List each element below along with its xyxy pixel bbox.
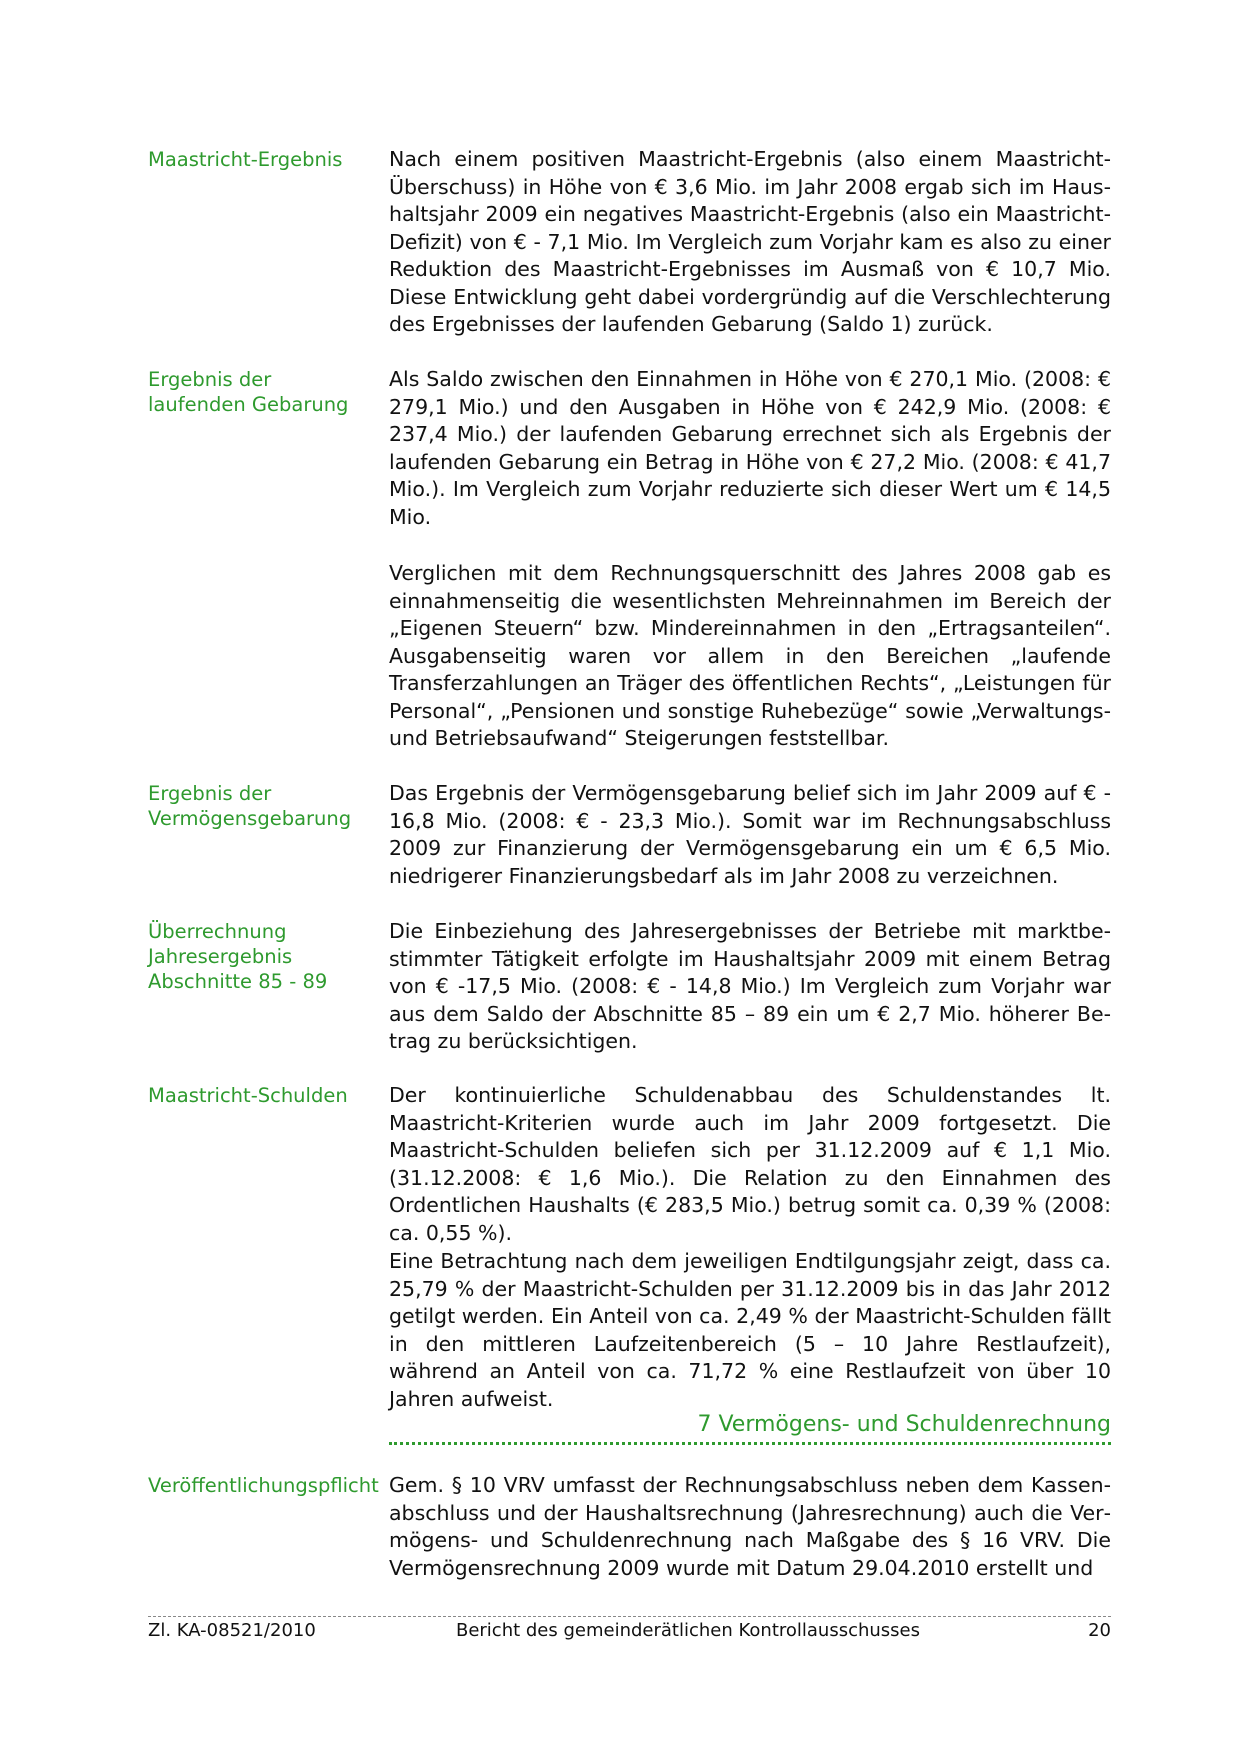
footer-title: Bericht des gemeinderätlichen Kontrollausschusses — [455, 1620, 921, 1641]
section-heading: 7 Vermögens- und Schuldenrechnung — [389, 1410, 1111, 1445]
page-number: 20 — [1088, 1620, 1111, 1641]
footer-divider — [148, 1616, 1111, 1617]
paragraph-endtilgungsjahr: Eine Betrachtung nach dem jeweiligen Endtilgungsjahr zeigt, dass ca. 25,79 % der Maastricht-Schulden per 31.12.2009 bis in das Jahr 2012 getilgt werden. Ein Anteil von ca. 2,49 % der Maastricht-Schulden fällt in den mittleren Laufzeitenbereich (5 – 10 Jahre Restlaufzeit), während an Anteil von ca. 71,72 % eine Restlaufzeit von über 10 Jahren aufweist. — [389, 1249, 1111, 1411]
sidenote-maastricht-schulden: Maastricht-Schulden — [148, 1084, 348, 1107]
paragraph-maastricht-schulden: Der kontinuierliche Schuldenabbau des Schuldenstandes lt. Maastricht-Kriterien wurde auch im Jahr 2009 fortgesetzt. Die Maastricht-Schulden beliefen sich per 31.12.2009 auf € 1,1 Mio. (31.12.2008: € 1,6 Mio.). Die Relation zu den Einnahmen des Ordentlichen Haushalts (€ 283,5 Mio.) betrug somit ca. 0,39 % (2008: ca. 0,55 %). — [389, 1083, 1111, 1245]
sidenote-vermoegensgebarung: Ergebnis der Vermögensgebarung — [148, 782, 352, 830]
sidenote-ueberrechnung: Überrechnung Jahresergebnis Abschnitte 85 - 89 — [148, 920, 328, 993]
sidenote-laufende-gebarung: Ergebnis der laufenden Gebarung — [148, 368, 349, 416]
paragraph-laufende-gebarung: Als Saldo zwischen den Einnahmen in Höhe von € 270,1 Mio. (2008: € 279,1 Mio.) und den Ausgaben in Höhe von € 242,9 Mio. (2008: € 237,4 Mio.) der laufenden Gebarung errechnet sich als Ergebnis der laufenden Gebarung ein Betrag in Höhe von € 27,2 Mio. (2008: € 41,7 Mio.). Im Vergleich zum Vorjahr reduzierte sich dieser Wert um € 14,5 Mio. — [389, 367, 1111, 529]
sidenote-maastricht-ergebnis: Maastricht-Ergebnis — [148, 148, 343, 171]
footer-reference: Zl. KA-08521/2010 — [148, 1620, 316, 1641]
paragraph-ueberrechnung: Die Einbeziehung des Jahresergebnisses der Betriebe mit marktbestimmter Tätigkeit erfolgte im Haushaltsjahr 2009 mit einem Betrag von € -17,5 Mio. (2008: € - 14,8 Mio.) Im Vergleich zum Vorjahr war aus dem Saldo der Abschnitte 85 – 89 ein um € 2,7 Mio. höherer Betrag zu berücksichtigen. — [389, 919, 1111, 1053]
paragraph-maastricht-ergebnis: Nach einem positiven Maastricht-Ergebnis (also einem Maastricht-Überschuss) in Höhe von € 3,6 Mio. im Jahr 2008 ergab sich im Haushaltsjahr 2009 ein negatives Maastricht-Ergebnis (also ein Maastricht-Defizit) von € - 7,1 Mio. Im Vergleich zum Vorjahr kam es also zu einer Reduktion des Maastricht-Ergebnisses im Ausmaß von € 10,7 Mio. Diese Entwicklung geht dabei vordergründig auf die Verschlechterung des Ergebnisses der laufenden Gebarung (Saldo 1) zurück. — [389, 147, 1111, 336]
sidenote-veroeffentlichungspflicht: Veröffentlichungspflicht — [148, 1474, 379, 1497]
paragraph-rechnungsquerschnitt: Verglichen mit dem Rechnungsquerschnitt des Jahres 2008 gab es einnahmenseitig die wesentlichsten Mehreinnahmen im Bereich der „Eigenen Steuern“ bzw. Mindereinnahmen in den „Ertragsanteilen“. Ausgabenseitig waren vor allem in den Bereichen „laufende Transferzahlungen an Träger des öffentlichen Rechts“, „Leistungen für Personal“, „Pensionen und sonstige Ruhebezüge“ sowie „Verwaltungs- und Betriebsaufwand“ Steigerungen feststellbar. — [389, 561, 1111, 750]
paragraph-vermoegensgebarung: Das Ergebnis der Vermögensgebarung belief sich im Jahr 2009 auf € - 16,8 Mio. (2008: € - 23,3 Mio.). Somit war im Rechnungsabschluss 2009 zur Finanzierung der Vermögensgebarung ein um € 6,5 Mio. niedrigerer Finanzierungsbedarf als im Jahr 2008 zu verzeichnen. — [389, 781, 1111, 888]
paragraph-veroeffentlichungspflicht: Gem. § 10 VRV umfasst der Rechnungsabschluss neben dem Kassenabschluss und der Haushaltsrechnung (Jahresrechnung) auch die Vermögens- und Schuldenrechnung nach Maßgabe des § 16 VRV. Die Vermögensrechnung 2009 wurde mit Datum 29.04.2010 erstellt und — [389, 1473, 1111, 1580]
